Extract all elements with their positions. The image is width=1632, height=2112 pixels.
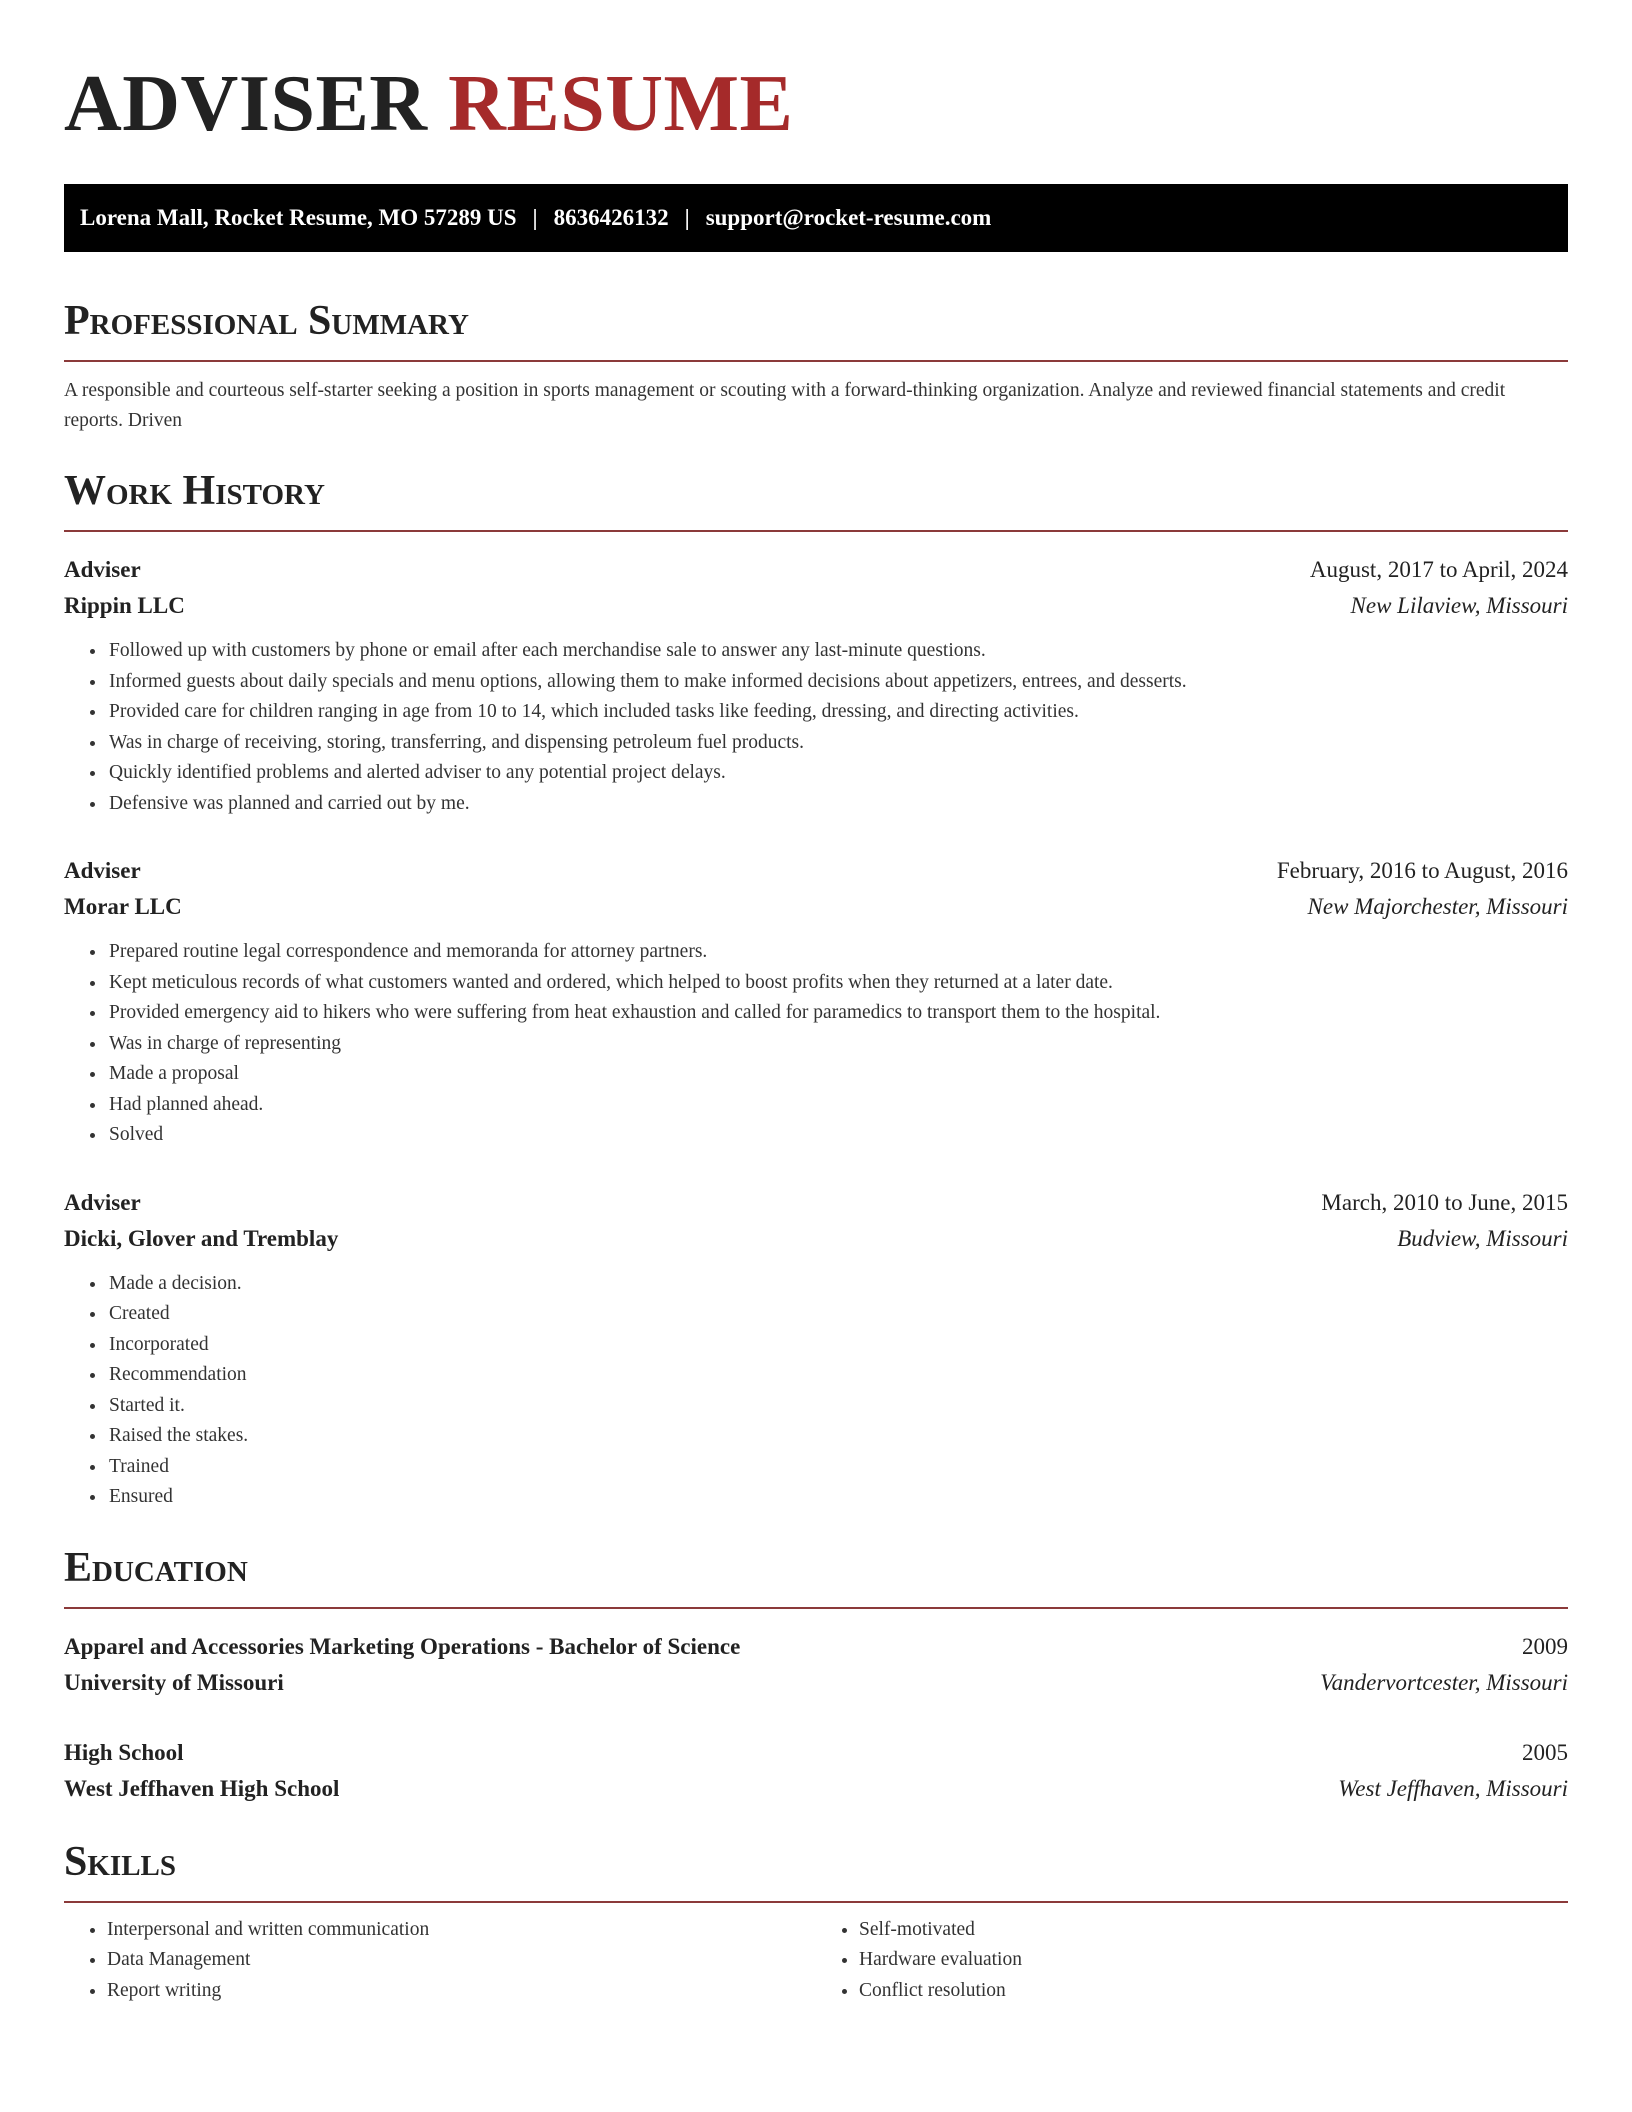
job-location: New Lilaview, Missouri (1350, 593, 1568, 618)
job-dates: March, 2010 to June, 2015 (1321, 1189, 1568, 1215)
list-item: • Incorporated (107, 1330, 1568, 1361)
section-divider (64, 1901, 1568, 1903)
skill-item: • Report writing (107, 1976, 816, 2007)
education-year: 2009 (1522, 1633, 1568, 1659)
job-company: Morar LLC (64, 894, 182, 919)
list-item: • Was in charge of receiving, storing, transferring, and dispensing petroleum fuel products. (107, 728, 1568, 759)
job-company-row (64, 889, 1568, 925)
title-accent: RESUME (448, 60, 794, 148)
section-heading-skills: Skills (64, 1838, 177, 1885)
contact-address: Lorena Mall, Rocket Resume, MO 57289 US (80, 205, 517, 230)
list-item: • Had planned ahead. (107, 1090, 1568, 1121)
job-location: New Majorchester, Missouri (1307, 894, 1568, 919)
section-divider (64, 360, 1568, 362)
job-header-row (64, 552, 1568, 588)
job-header-row (64, 1185, 1568, 1221)
contact-separator: | (684, 205, 690, 230)
job-header-row (64, 853, 1568, 889)
job-duties-list (64, 1269, 1568, 1513)
contact-phone: 8636426132 (553, 205, 669, 230)
list-item: • Quickly identified problems and alerted adviser to any potential project delays. (107, 758, 1568, 789)
job-company: Dicki, Glover and Tremblay (64, 1225, 339, 1251)
list-item: • Followed up with customers by phone or email after each merchandise sale to answer any last-minute questions. (107, 636, 1568, 667)
education-degree-row (64, 1629, 1568, 1665)
job-duties-list (64, 636, 1568, 819)
list-item: • Provided emergency aid to hikers who were suffering from heat exhaustion and called for paramedics to transport them to the hospital. (107, 998, 1568, 1029)
education-school-row (64, 1771, 1568, 1807)
list-item: • Prepared routine legal correspondence and memoranda for attorney partners. (107, 937, 1568, 968)
skill-item: • Data Management (107, 1945, 816, 1976)
education-year: 2005 (1522, 1739, 1568, 1765)
job-company-row (64, 588, 1568, 624)
contact-bar (64, 184, 1568, 252)
job-entry (64, 853, 1568, 1151)
job-location: Budview, Missouri (1397, 1225, 1568, 1251)
skills-grid (64, 1915, 1568, 2007)
job-duties-list (64, 937, 1568, 1151)
list-item: • Solved (107, 1120, 1568, 1151)
skill-item: • Conflict resolution (859, 1976, 1568, 2007)
list-item: • Created (107, 1299, 1568, 1330)
list-item: • Was in charge of representing (107, 1029, 1568, 1060)
title-main: ADVISER (64, 60, 428, 148)
section-heading-education: Education (64, 1544, 248, 1591)
skills-list-right (816, 1915, 1568, 2007)
job-title: Adviser (64, 557, 141, 582)
section-heading-summary: Professional Summary (64, 298, 469, 344)
job-title: Adviser (64, 1189, 141, 1215)
summary-text: A responsible and courteous self-starter seeking a position in sports management or scouting with a forward-thinking organization. Analyze and reviewed financial statements and credit reports. Driven (64, 380, 1506, 431)
education-location: Vandervortcester, Missouri (1320, 1669, 1568, 1695)
education-school: West Jeffhaven High School (64, 1775, 340, 1801)
list-item: • Kept meticulous records of what customers wanted and ordered, which helped to boost profits when they returned at a later date. (107, 968, 1568, 999)
skill-item: • Self-motivated (859, 1915, 1568, 1946)
list-item: • Informed guests about daily specials and menu options, allowing them to make informed decisions about appetizers, entrees, and desserts. (107, 667, 1568, 698)
skill-item: • Hardware evaluation (859, 1945, 1568, 1976)
education-location: West Jeffhaven, Missouri (1338, 1775, 1568, 1801)
job-title: Adviser (64, 858, 141, 883)
education-degree: High School (64, 1739, 184, 1765)
list-item: • Recommendation (107, 1360, 1568, 1391)
section-divider (64, 530, 1568, 532)
list-item: • Trained (107, 1452, 1568, 1483)
list-item: • Made a proposal (107, 1059, 1568, 1090)
section-divider (64, 1607, 1568, 1609)
contact-separator: | (532, 205, 538, 230)
education-entry (64, 1735, 1568, 1807)
list-item: • Made a decision. (107, 1269, 1568, 1300)
skills-list-left (64, 1915, 816, 2007)
contact-email: support@rocket-resume.com (705, 205, 992, 230)
education-school-row (64, 1665, 1568, 1701)
job-entry (64, 552, 1568, 819)
job-company: Rippin LLC (64, 593, 185, 618)
education-school: University of Missouri (64, 1669, 284, 1695)
list-item: • Ensured (107, 1482, 1568, 1513)
skill-item: • Interpersonal and written communication (107, 1915, 816, 1946)
job-company-row (64, 1221, 1568, 1257)
education-entry (64, 1629, 1568, 1701)
list-item: • Provided care for children ranging in age from 10 to 14, which included tasks like feeding, dressing, and directing activities. (107, 697, 1568, 728)
list-item: • Defensive was planned and carried out by me. (107, 789, 1568, 820)
job-entry (64, 1185, 1568, 1513)
education-degree-row (64, 1735, 1568, 1771)
list-item: • Raised the stakes. (107, 1421, 1568, 1452)
resume-title (64, 58, 1568, 150)
job-dates: February, 2016 to August, 2016 (1276, 858, 1568, 883)
section-heading-work: Work History (64, 468, 325, 514)
education-degree: Apparel and Accessories Marketing Operations - Bachelor of Science (64, 1633, 741, 1659)
job-dates: August, 2017 to April, 2024 (1309, 557, 1568, 582)
list-item: • Started it. (107, 1391, 1568, 1422)
